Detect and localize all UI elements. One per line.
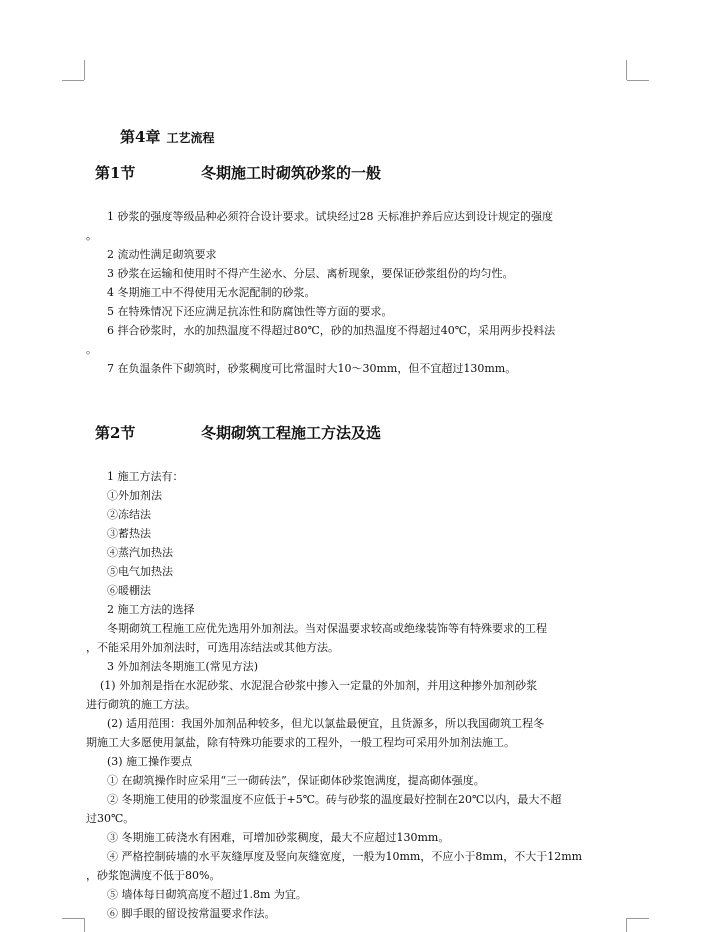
paragraph-line: 5 在特殊情况下还应满足抗冻性和防腐蚀性等方面的要求。 xyxy=(107,305,393,318)
paragraph-line: 期施工大多愿使用氯盐，除有特殊功能要求的工程外，一般工程均可采用外加剂法施工。 xyxy=(86,736,515,749)
section-2-title: 冬期砌筑工程施工方法及选 xyxy=(201,424,382,442)
section-1-heading xyxy=(95,162,382,183)
section-2-number: 第2节 xyxy=(95,424,136,442)
section-1-number: 第1节 xyxy=(95,164,136,182)
paragraph-line: 3 砂浆在运输和使用时不得产生泌水、分层、离析现象，要保证砂浆组份的均匀性。 xyxy=(107,267,514,280)
paragraph-line: ，砂浆饱满度不低于80%。 xyxy=(86,869,221,882)
paragraph-line: 。 xyxy=(86,229,97,242)
paragraph-line: (1) 外加剂是指在水泥砂浆、水泥混合砂浆中掺入一定量的外加剂，并用这种掺外加剂砂浆 xyxy=(100,679,538,692)
list-item: ①外加剂法 xyxy=(107,489,162,502)
chapter-heading xyxy=(120,126,214,147)
paragraph-line: 1 施工方法有： xyxy=(107,470,184,483)
paragraph-line: 4 冬期施工中不得使用无水泥配制的砂浆。 xyxy=(107,286,316,299)
paragraph-line: (3) 施工操作要点 xyxy=(107,755,193,768)
list-item: ③ 冬期施工砖浇水有困难，可增加砂浆稠度，最大不应超过130mm。 xyxy=(107,831,450,844)
list-item: ② 冬期施工使用的砂浆温度不应低于+5℃。砖与砂浆的温度最好控制在20℃以内，最大不超 xyxy=(107,793,562,806)
list-item: ⑤电气加热法 xyxy=(107,565,173,578)
list-item: ⑥ 脚手眼的留设按常温要求作法。 xyxy=(107,907,276,920)
crop-mark-bottom-left-v xyxy=(84,918,85,932)
paragraph-line: 3 外加剂法冬期施工(常见方法) xyxy=(107,660,259,673)
list-item: ③蓄热法 xyxy=(107,527,151,540)
crop-mark-bottom-right-h xyxy=(627,918,649,919)
crop-mark-top-left-h xyxy=(62,80,84,81)
paragraph-line: 7 在负温条件下砌筑时，砂浆稠度可比常温时大10～30mm，但不宜超过130mm。 xyxy=(107,362,517,375)
section-2-body xyxy=(86,467,622,923)
paragraph-line: 进行砌筑的施工方法。 xyxy=(86,698,196,711)
section-1-body xyxy=(86,207,622,378)
paragraph-line: (2) 适用范围：我国外加剂品种较多，但尤以氯盐最便宜，且货源多，所以我国砌筑工程冬 xyxy=(107,717,545,730)
paragraph-line: ，不能采用外加剂法时，可选用冻结法或其他方法。 xyxy=(86,641,339,654)
crop-mark-top-right-h xyxy=(627,80,649,81)
list-item: ① 在砌筑操作时应采用“三一砌砖法”，保证砌体砂浆饱满度，提高砌体强度。 xyxy=(107,774,485,787)
section-1-title: 冬期施工时砌筑砂浆的一般 xyxy=(201,164,382,182)
crop-mark-top-right-v xyxy=(626,60,627,80)
paragraph-line: 6 拌合砂浆时，水的加热温度不得超过80℃，砂的加热温度不得超过40℃，采用两步投料法 xyxy=(107,324,556,337)
chapter-number: 第4章 xyxy=(120,128,161,146)
paragraph-line: 2 流动性满足砌筑要求 xyxy=(107,248,217,261)
paragraph-line: 冬期砌筑工程施工应优先选用外加剂法。当对保温要求较高或绝缘装饰等有特殊要求的工程 xyxy=(107,622,547,635)
paragraph-line: 1 砂浆的强度等级品种必须符合设计要求。试块经过28 天标准护养后应达到设计规定的强度 xyxy=(107,210,553,223)
list-item: ⑥暖棚法 xyxy=(107,584,151,597)
crop-mark-bottom-right-v xyxy=(626,918,627,932)
crop-mark-bottom-left-h xyxy=(62,918,84,919)
chapter-title: 工艺流程 xyxy=(166,131,215,145)
list-item: ②冻结法 xyxy=(107,508,151,521)
list-item: ⑤ 墙体每日砌筑高度不超过1.8m 为宜。 xyxy=(107,888,307,901)
list-item: ④蒸汽加热法 xyxy=(107,546,173,559)
crop-mark-top-left-v xyxy=(84,60,85,80)
list-item: ④ 严格控制砖墙的水平灰缝厚度及竖向灰缝宽度，一般为10mm，不应小于8mm，不大于12mm xyxy=(107,850,583,863)
paragraph-line: 。 xyxy=(86,343,97,356)
paragraph-line: 过30℃。 xyxy=(86,812,135,825)
section-2-heading xyxy=(95,422,382,443)
paragraph-line: 2 施工方法的选择 xyxy=(107,603,195,616)
